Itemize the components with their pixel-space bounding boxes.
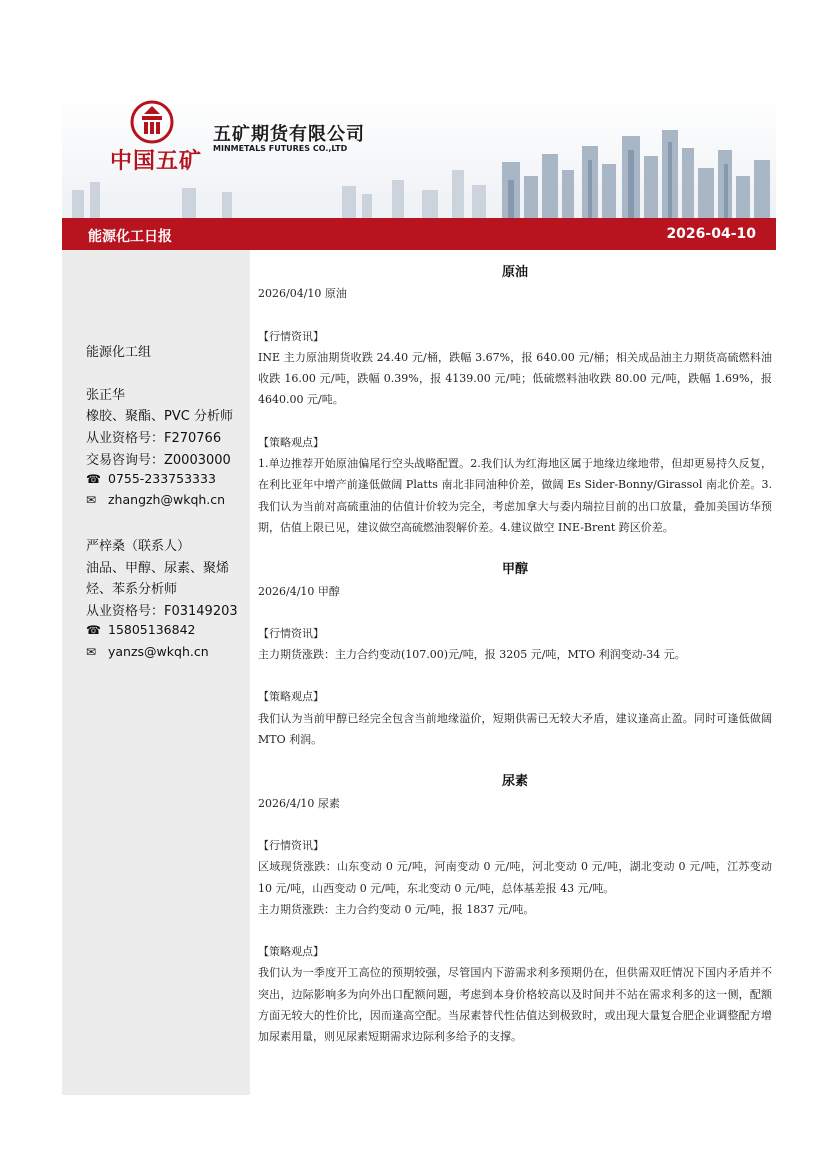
mail-icon: ✉	[86, 493, 97, 507]
contact-email[interactable]: yanzs@wkqh.cn	[108, 644, 209, 659]
contact-role-line1: 油品、甲醇、尿素、聚烯	[86, 561, 230, 576]
report-date: 2026-04-10	[666, 226, 756, 242]
section-title-crude: 原油	[501, 265, 528, 280]
view-text-crude: 1.单边推荐开始原油偏尾行空头战略配置。2.我们认为红海地区属于地缘边缘地带，但却更易持久反复，在利比亚年中增产前逢低做阔 Platts 南北非同油种价差，做阔 Es Sider-Bonny/Girassol 南北价差。3.我们认为当前对高硫重油的估值计价较为完全，考虑加拿大与委内瑞拉目前的出口放量，叠加美国访华预期，估值上限已见，建议做空高硫燃油裂解价差。4.建议做空 INE-Brent 跨区价差。	[258, 457, 772, 534]
analyst-consult-number: 交易咨询号：Z0003000	[86, 453, 231, 468]
section-date-crude: 2026/04/10 原油	[258, 287, 347, 301]
analyst-email-row	[86, 492, 225, 507]
group-name: 能源化工组	[86, 345, 152, 360]
contact-phone: 15805136842	[108, 622, 196, 637]
contact-role-line2: 烃、苯系分析师	[86, 582, 178, 597]
info-label-methanol: 【行情资讯】	[258, 626, 324, 640]
phone-icon: ☎	[86, 472, 101, 486]
report-body	[258, 262, 772, 1048]
analyst-role: 橡胶、聚酯、PVC 分析师	[86, 409, 233, 424]
info-text-urea-futures: 主力期货涨跌：主力合约变动 0 元/吨，报 1837 元/吨。	[258, 902, 535, 916]
view-label-crude: 【策略观点】	[258, 435, 324, 449]
section-date-urea: 2026/4/10 尿素	[258, 796, 340, 810]
info-text-methanol: 主力期货涨跌：主力合约变动(107.00)元/吨，报 3205 元/吨，MTO 利润变动-34 元。	[258, 648, 686, 662]
view-text-methanol: 我们认为当前甲醇已经完全包含当前地缘溢价，短期供需已无较大矛盾，建议逢高止盈。同时可逢低做阔 MTO 利润。	[258, 711, 772, 747]
analyst-email[interactable]: zhangzh@wkqh.cn	[108, 492, 226, 507]
analyst-phone: 0755-233753333	[108, 471, 216, 486]
contact-phone-row	[86, 622, 195, 637]
logo-text: 中国五矿	[110, 149, 203, 174]
mail-icon: ✉	[86, 645, 97, 659]
phone-icon: ☎	[86, 623, 101, 637]
contact-name: 严梓桑（联系人）	[86, 539, 191, 554]
report-title-bar	[62, 218, 776, 250]
info-label-urea: 【行情资讯】	[258, 838, 324, 852]
analyst-phone-row	[86, 471, 216, 486]
info-label-crude: 【行情资讯】	[258, 329, 324, 343]
section-title-urea: 尿素	[501, 774, 528, 790]
info-text-crude: INE 主力原油期货收跌 24.40 元/桶，跌幅 3.67%，报 640.00 元/桶；相关成品油主力期货高硫燃料油收跌 16.00 元/吨，跌幅 0.39%，报 4139.00 元/吨；低硫燃料油收跌 80.00 元/吨，跌幅 1.69%，报 4640.00 元/吨。	[258, 350, 772, 407]
contact-license: 从业资格号：F03149203	[86, 604, 238, 619]
view-label-urea: 【策略观点】	[258, 945, 324, 959]
china-minmetals-logo-icon	[130, 100, 174, 144]
company-name-cn: 五矿期货有限公司	[213, 124, 365, 145]
info-text-urea: 区域现货涨跌：山东变动 0 元/吨，河南变动 0 元/吨，河北变动 0 元/吨，湖北变动 0 元/吨，江苏变动 10 元/吨，山西变动 0 元/吨，东北变动 0 元/吨，总体基差报 43 元/吨。	[258, 860, 772, 895]
view-label-methanol: 【策略观点】	[258, 690, 324, 704]
analyst-license: 从业资格号：F270766	[86, 431, 222, 446]
analyst-sidebar	[62, 250, 250, 1095]
report-title: 能源化工日报	[88, 229, 172, 245]
view-text-urea: 我们认为一季度开工高位的预期较强，尽管国内下游需求利多预期仍在，但供需双旺情况下国内矛盾并不突出，边际影响多为向外出口配额问题，考虑到本身价格较高以及时间并不站在需求利多的这一侧，配额方面无较大的性价比，因而逢高空配。当尿素替代性估值达到极致时，或出现大量复合肥企业调整配方增加尿素用量，则见尿素短期需求边际利多给予的支撑。	[258, 966, 772, 1044]
analyst-name: 张正华	[86, 388, 126, 403]
section-date-methanol: 2026/4/10 甲醇	[258, 584, 340, 598]
section-title-methanol: 甲醇	[501, 562, 528, 578]
contact-email-row	[86, 644, 209, 659]
company-name-en: MINMETALS FUTURES CO.,LTD	[213, 144, 348, 153]
